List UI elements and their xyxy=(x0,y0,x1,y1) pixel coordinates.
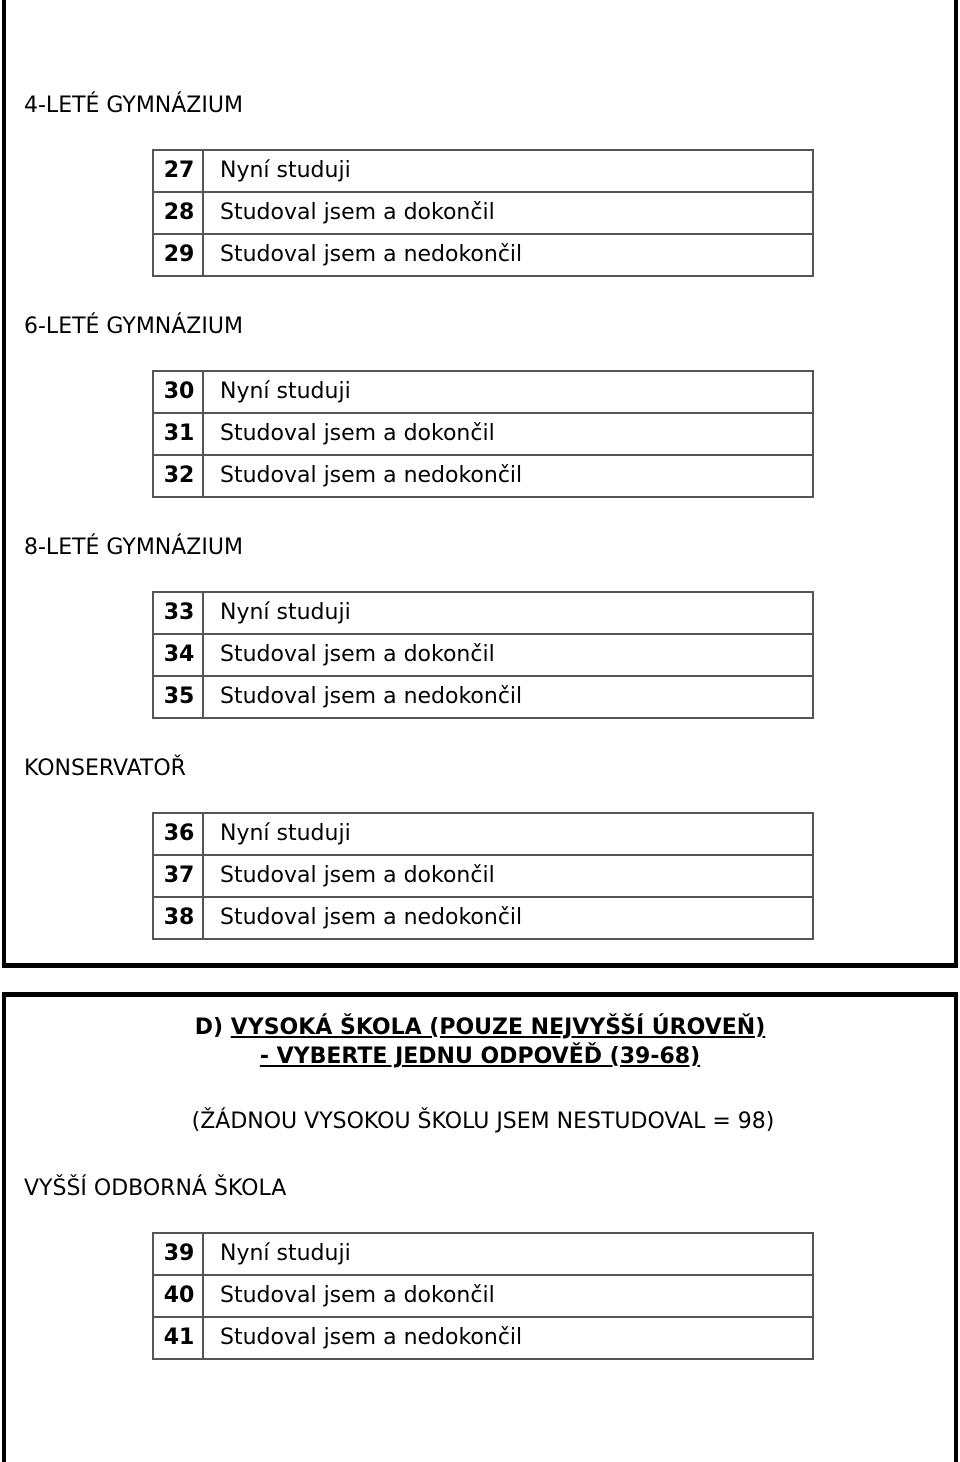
option-code: 38 xyxy=(153,897,203,939)
table-row[interactable] xyxy=(153,455,813,497)
part-d-note: (ŽÁDNOU VYSOKOU ŠKOLU JSEM NESTUDOVAL = 98) xyxy=(191,1109,775,1134)
options-table xyxy=(152,1232,814,1360)
section-heading: 6-LETÉ GYMNÁZIUM xyxy=(24,314,243,339)
option-label: Nyní studuji xyxy=(203,371,813,413)
table-row[interactable] xyxy=(153,150,813,192)
section-heading: VYŠŠÍ ODBORNÁ ŠKOLA xyxy=(24,1176,287,1201)
options-table xyxy=(152,149,814,277)
option-label: Studoval jsem a nedokončil xyxy=(203,455,813,497)
table-row[interactable] xyxy=(153,371,813,413)
option-code: 35 xyxy=(153,676,203,718)
option-label: Studoval jsem a dokončil xyxy=(203,192,813,234)
option-code: 30 xyxy=(153,371,203,413)
option-label: Studoval jsem a dokončil xyxy=(203,855,813,897)
part-d-title-line2: - VYBERTE JEDNU ODPOVĚĎ (39-68) xyxy=(259,1044,701,1069)
part-d-subtitle xyxy=(0,1043,960,1071)
table-row[interactable] xyxy=(153,676,813,718)
table-row[interactable] xyxy=(153,634,813,676)
option-label: Studoval jsem a nedokončil xyxy=(203,234,813,276)
options-table xyxy=(152,370,814,498)
part-d-title-line1: VYSOKÁ ŠKOLA (POUZE NEJVYŠŠÍ ÚROVEŇ) xyxy=(230,1015,766,1040)
table-row[interactable] xyxy=(153,897,813,939)
options-table xyxy=(152,812,814,940)
options-table xyxy=(152,591,814,719)
table-row[interactable] xyxy=(153,1275,813,1317)
option-label: Studoval jsem a dokončil xyxy=(203,413,813,455)
option-label: Nyní studuji xyxy=(203,1233,813,1275)
table-row[interactable] xyxy=(153,234,813,276)
section-heading: 4-LETÉ GYMNÁZIUM xyxy=(24,93,243,118)
option-label: Studoval jsem a nedokončil xyxy=(203,676,813,718)
table-row[interactable] xyxy=(153,813,813,855)
option-code: 36 xyxy=(153,813,203,855)
option-code: 33 xyxy=(153,592,203,634)
part-d-prefix: D) xyxy=(194,1015,224,1040)
table-row[interactable] xyxy=(153,1233,813,1275)
option-code: 27 xyxy=(153,150,203,192)
option-code: 37 xyxy=(153,855,203,897)
option-code: 32 xyxy=(153,455,203,497)
option-label: Nyní studuji xyxy=(203,150,813,192)
part-d-title xyxy=(0,1014,960,1042)
table-row[interactable] xyxy=(153,592,813,634)
table-row[interactable] xyxy=(153,192,813,234)
section-heading: KONSERVATOŘ xyxy=(24,756,186,781)
option-label: Studoval jsem a nedokončil xyxy=(203,1317,813,1359)
option-code: 41 xyxy=(153,1317,203,1359)
option-code: 34 xyxy=(153,634,203,676)
option-label: Studoval jsem a nedokončil xyxy=(203,897,813,939)
option-code: 39 xyxy=(153,1233,203,1275)
option-label: Studoval jsem a dokončil xyxy=(203,634,813,676)
table-row[interactable] xyxy=(153,413,813,455)
option-code: 28 xyxy=(153,192,203,234)
section-heading: 8-LETÉ GYMNÁZIUM xyxy=(24,535,243,560)
option-label: Studoval jsem a dokončil xyxy=(203,1275,813,1317)
option-code: 31 xyxy=(153,413,203,455)
option-code: 40 xyxy=(153,1275,203,1317)
option-label: Nyní studuji xyxy=(203,592,813,634)
option-code: 29 xyxy=(153,234,203,276)
table-row[interactable] xyxy=(153,855,813,897)
table-row[interactable] xyxy=(153,1317,813,1359)
option-label: Nyní studuji xyxy=(203,813,813,855)
